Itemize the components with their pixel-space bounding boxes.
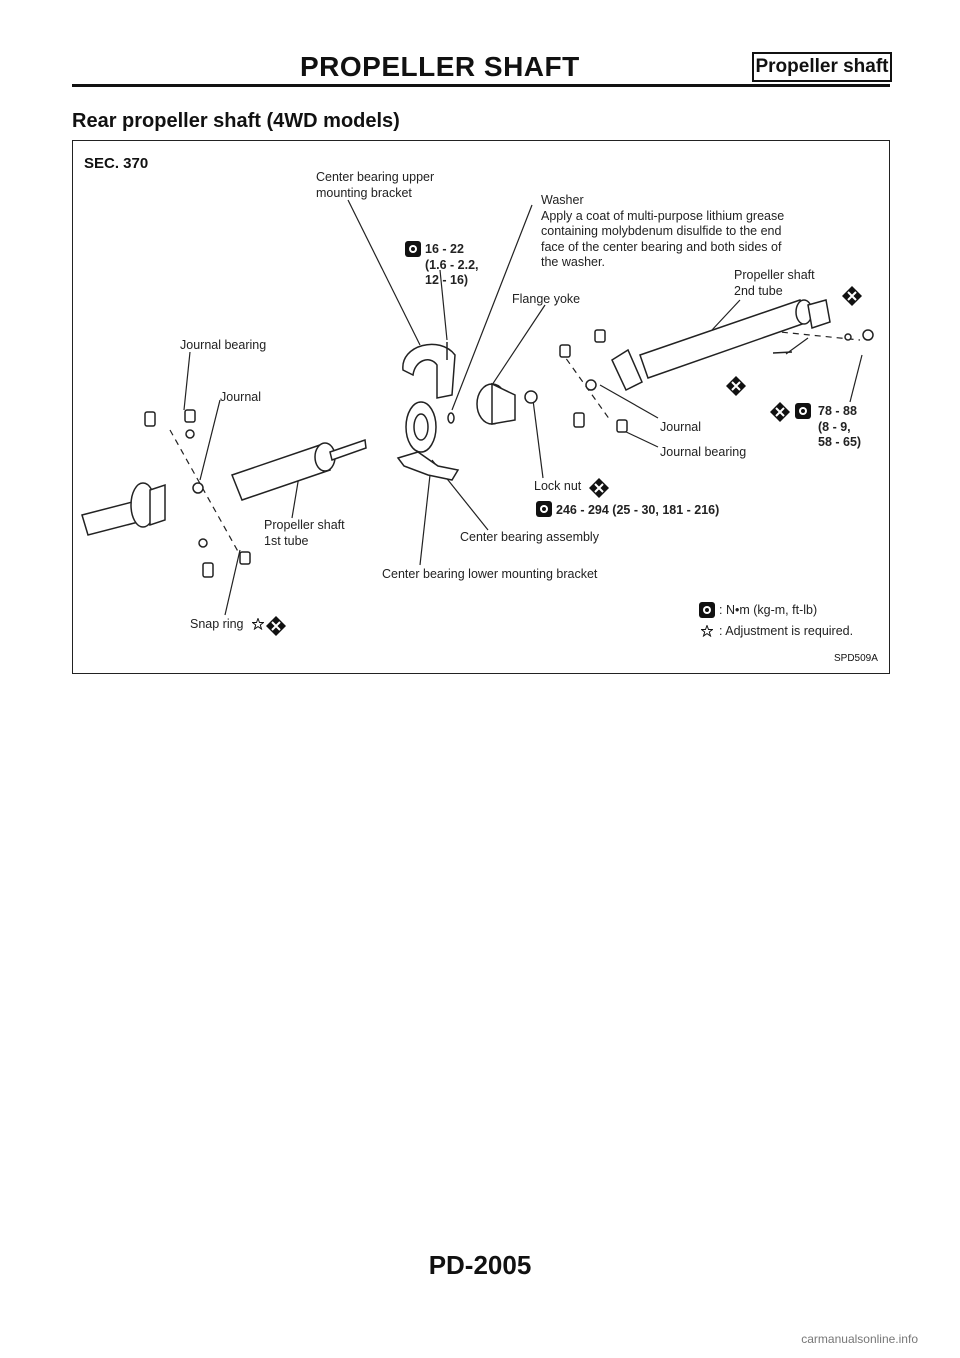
leader-line	[348, 200, 420, 345]
leader-line	[492, 305, 545, 385]
label-torque-flange-bolt: 78 - 88 (8 - 9, 58 - 65)	[818, 404, 862, 449]
propeller-shaft-1st-tube-part	[82, 410, 366, 577]
flange-yoke-part	[477, 384, 537, 424]
adjustment-star-icon	[701, 625, 713, 637]
torque-wrench-icon	[405, 241, 421, 257]
section-subtitle-box: Propeller shaft	[752, 52, 892, 82]
assembly-axis	[170, 430, 240, 555]
figure-id: SPD509A	[834, 653, 878, 664]
replace-part-icon	[842, 286, 862, 306]
leader-line	[200, 400, 220, 480]
label-journal-left: Journal	[220, 390, 261, 404]
torque-wrench-icon	[699, 602, 715, 618]
label-journal-right: Journal	[660, 420, 701, 434]
label-snap-ring: Snap ring	[190, 617, 244, 631]
label-lock-nut: Lock nut	[534, 479, 582, 493]
page-heading: Rear propeller shaft (4WD models)	[72, 110, 400, 132]
label-flange-yoke: Flange yoke	[512, 292, 581, 306]
replace-part-icon	[770, 402, 790, 422]
label-center-bearing-lower-bracket: Center bearing lower mounting bracket	[382, 567, 598, 581]
replace-part-icon	[726, 376, 746, 396]
label-washer-note: Washer Apply a coat of multi-purpose lithium grease containing molybdenum disulfide to the end face of the center bearing and both sides of the washer.	[541, 193, 785, 269]
watermark: carmanualsonline.info	[801, 1332, 918, 1346]
torque-wrench-icon	[536, 501, 552, 517]
section-code: SEC. 370	[84, 155, 149, 172]
label-propeller-shaft-2nd-tube: Propeller shaft 2nd tube	[734, 268, 815, 298]
page-number: PD-2005	[428, 1250, 532, 1280]
label-center-bearing-assembly: Center bearing assembly	[460, 530, 599, 544]
leader-line	[225, 550, 240, 615]
legend-adjustment: : Adjustment is required.	[719, 624, 854, 638]
center-bearing-part	[398, 342, 458, 480]
leader-line	[850, 355, 862, 402]
section-title: PROPELLER SHAFT	[300, 51, 580, 82]
label-torque-bracket-bolt: 16 - 22 (1.6 - 2.2, 12 - 16)	[425, 242, 479, 287]
torque-wrench-icon	[795, 403, 811, 419]
leader-line	[600, 385, 658, 418]
assembly-axis	[560, 350, 610, 420]
label-torque-lock-nut: 246 - 294 (25 - 30, 181 - 216)	[556, 503, 720, 517]
leader-line	[184, 352, 190, 410]
label-propeller-shaft-1st-tube: Propeller shaft 1st tube	[264, 518, 345, 548]
leader-line	[533, 400, 543, 478]
label-center-bearing-upper-bracket: Center bearing upper mounting bracket	[316, 170, 435, 200]
label-journal-bearing-right: Journal bearing	[660, 445, 747, 459]
leader-line	[622, 430, 658, 447]
adjustment-star-icon	[252, 618, 264, 630]
replace-part-icon	[589, 478, 609, 498]
replace-part-icon	[266, 616, 286, 636]
leader-line	[452, 205, 532, 410]
legend-torque-unit: : N•m (kg-m, ft-lb)	[719, 603, 818, 617]
leader-line	[420, 475, 430, 565]
label-journal-bearing-left: Journal bearing	[180, 338, 267, 352]
